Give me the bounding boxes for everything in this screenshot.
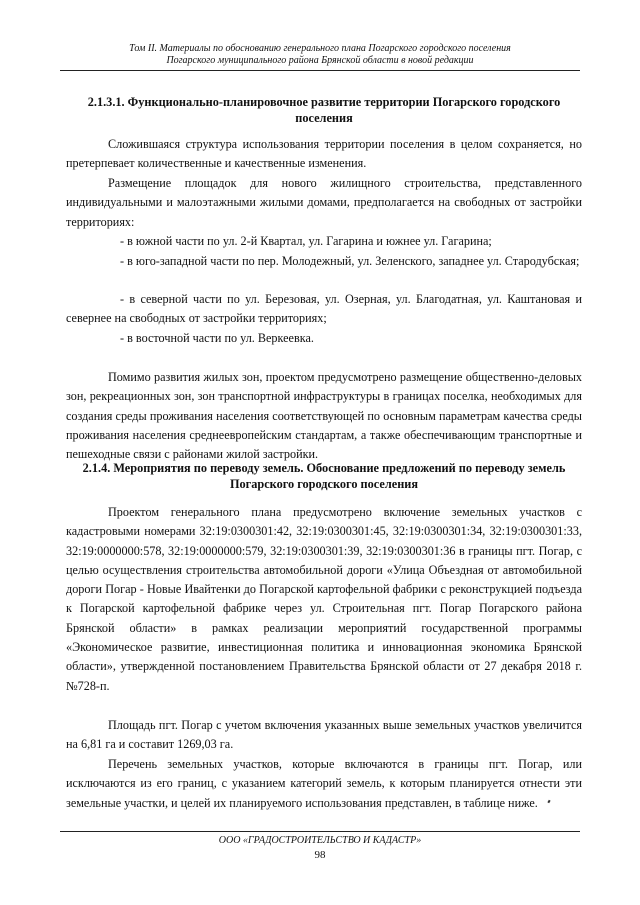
list-item-south: - в южной части по ул. 2-й Квартал, ул. Гагарина и южнее ул. Гагарина; <box>120 234 492 248</box>
list-item-north: - в северной части по ул. Березовая, ул. Озерная, ул. Благодатная, ул. Каштановая и севернее на свободных от застройки территориях; <box>66 292 582 326</box>
paragraph-land-inclusion: Проектом генерального плана предусмотрено включение земельных участков с кадастровыми номерами 32:19:0300301:42, 32:19:0300301:45, 32:19:0300301:34, 32:19:0300301:33, 32:19:0000000:578, 32:19:0000000:579, 32:19:0300301:39, 32:19:0300301:36 в границы пгт. Погар, с целью осуществления строительства автомобильной дороги «Улица Объездная от автомобильной дороги Погар - Новые Ивайтенки до Погарской картофельной фабрики с реконструкцией подъезда к Погарской картофельной фабрике через ул. Строительная пгт. Погар Погарского района Брянской области» в рамках реализации мероприятий государственной программы «Экономическое развитие, инвестиционная политика и инновационная экономика Брянской области», утвержденной постановлением Правительства Брянской области от 27 декабря 2018 г. №728-п. <box>66 505 582 693</box>
footer-organization: ООО «ГРАДОСТРОИТЕЛЬСТВО И КАДАСТР» <box>218 835 422 846</box>
list-item-east: - в восточной части по ул. Веркеевка. <box>120 331 314 345</box>
paragraph-land-list: Перечень земельных участков, которые включаются в границы пгт. Погар, или исключаются из его границ, с указанием категорий земель, к которым планируется отнести эти земельные участки, и целей их планируемого использования представлен, в таблице ниже. <box>66 757 582 810</box>
paragraph-area: Площадь пгт. Погар с учетом включения указанных выше земельных участков увеличится на 6,81 га и составит 1269,03 га. <box>66 718 582 752</box>
header-line-1: Том II. Материалы по обоснованию генерального плана Погарского городского поселения <box>129 43 511 54</box>
footer-divider <box>60 831 580 832</box>
list-item-southwest: - в юго-западной части по пер. Молодежный, ул. Зеленского, западнее ул. Стародубская; <box>120 254 580 268</box>
running-header <box>60 43 580 67</box>
section-heading-2-1-4: 2.1.4. Мероприятия по переводу земель. Обоснование предложений по переводу земель Погарского городского поселения <box>82 461 566 491</box>
page-number: 98 <box>314 849 326 861</box>
header-line-2: Погарского муниципального района Брянской области в новой редакции <box>166 55 474 66</box>
paragraph-housing: Размещение площадок для нового жилищного строительства, представленного индивидуальными и малоэтажными жилыми домами, предполагается на свободных от застройки территориях: <box>66 176 582 229</box>
section-heading-2-1-3-1: 2.1.3.1. Функционально-планировочное развитие территории Погарского городского поселения <box>87 95 561 125</box>
header-divider <box>60 70 580 71</box>
paragraph-zones: Помимо развития жилых зон, проектом предусмотрено размещение общественно-деловых зон, рекреационных зон, зон транспортной инфраструктуры в границах поселка, необходимых для создания среды проживания населения соответствующей по основным параметрам качества среды проживания населения среднеевропейским стандартам, а также обеспечивающим транспортные и пешеходные связи с районами жилой застройки. <box>66 370 582 462</box>
paragraph-structure: Сложившаяся структура использования территории поселения в целом сохраняется, но претерпевает количественные и качественные изменения. <box>66 137 582 171</box>
